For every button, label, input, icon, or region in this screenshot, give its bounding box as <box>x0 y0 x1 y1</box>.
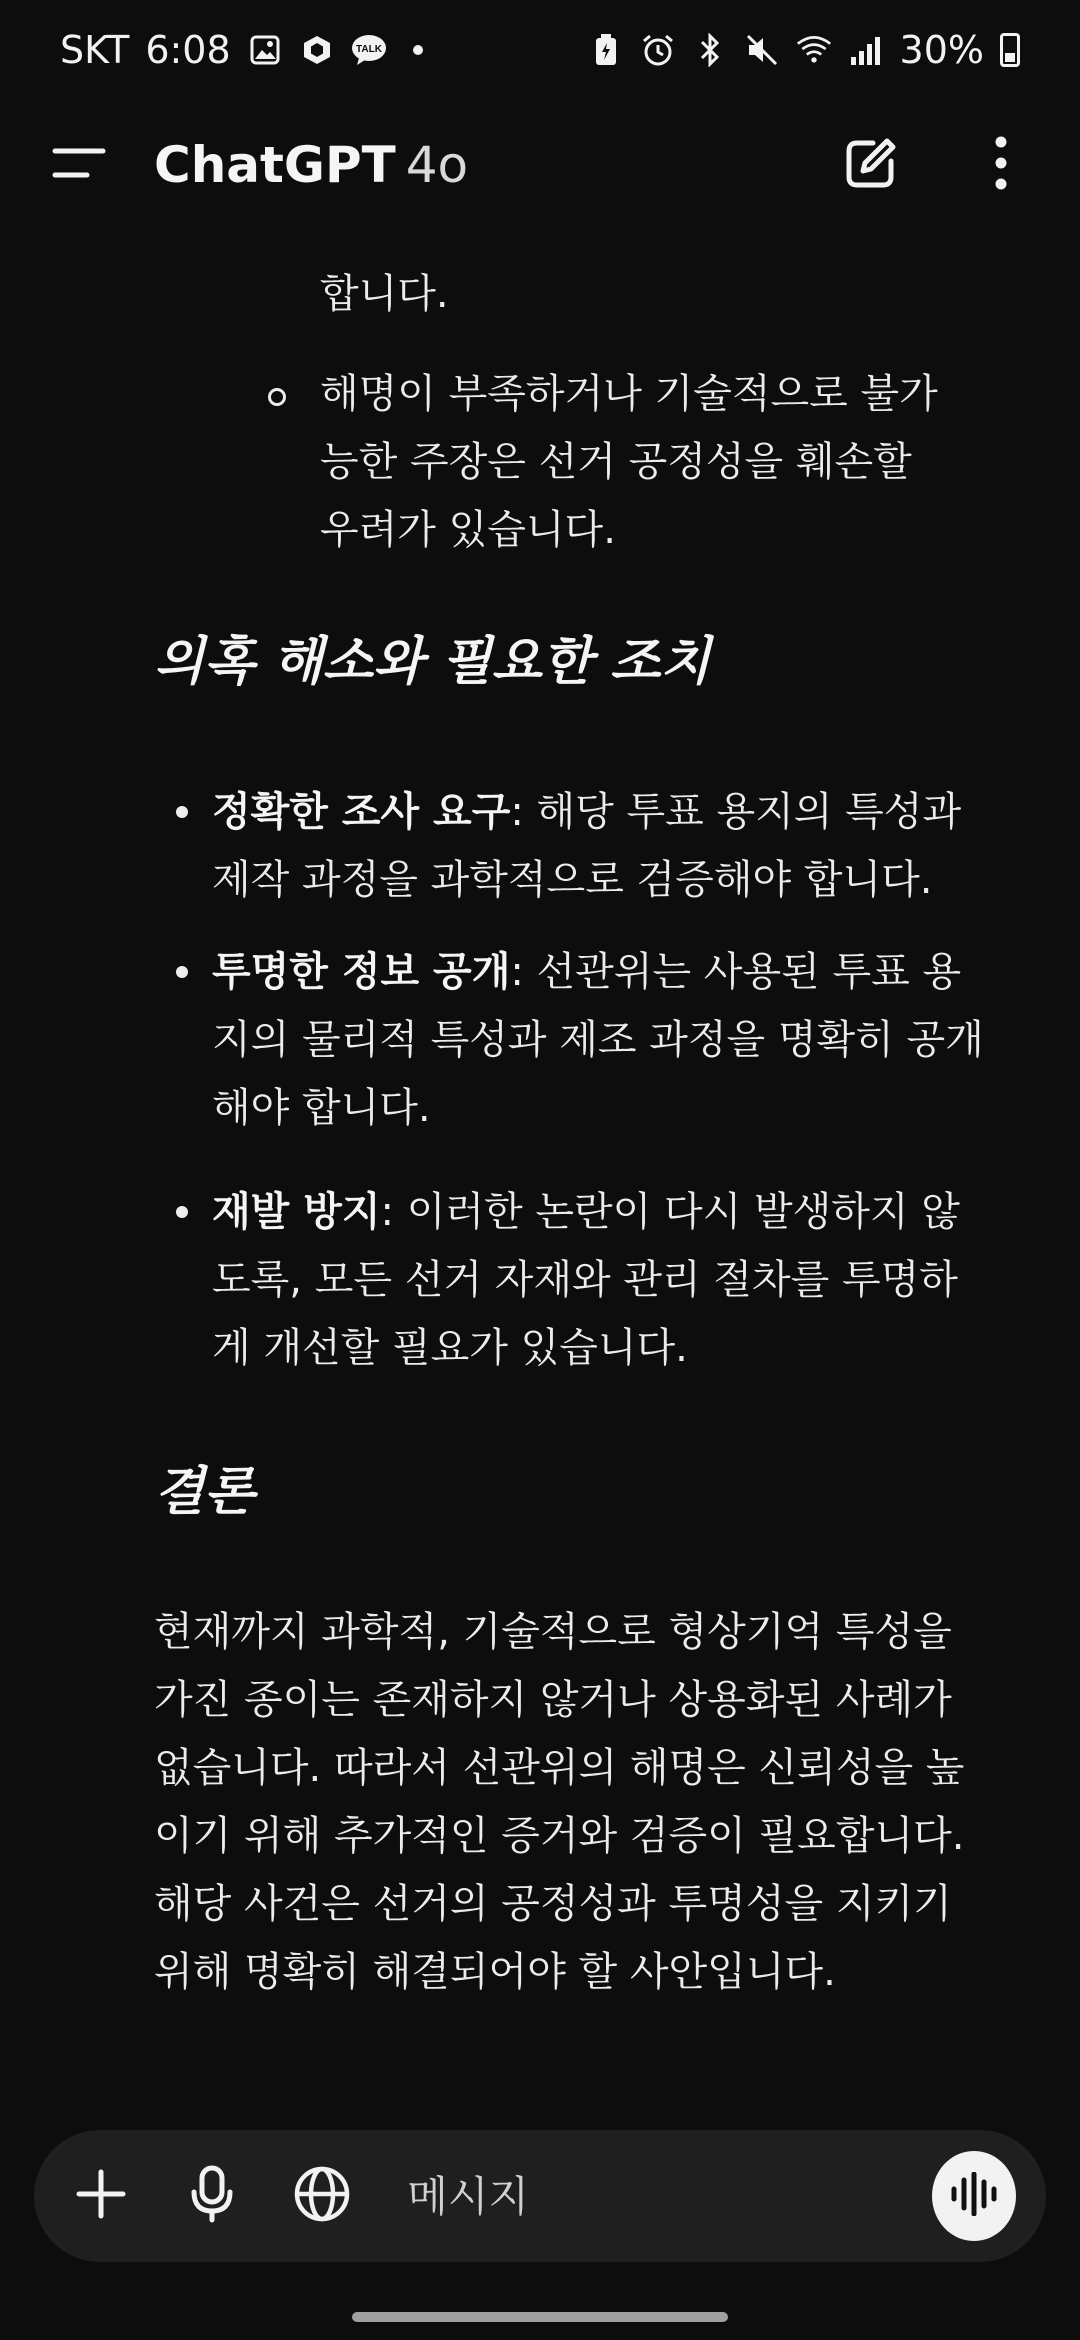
status-bar <box>0 0 1080 100</box>
web-search-button[interactable] <box>285 2156 359 2236</box>
conclusion-heading: 결론 <box>154 1462 255 1522</box>
list-item <box>212 938 992 1142</box>
edit-icon <box>843 135 899 195</box>
sub-list-item: 해명이 부족하거나 기술적으로 불가능한 주장은 선거 공정성을 훼손할 우려가 있습니다. <box>320 371 938 553</box>
conclusion-paragraph: 현재까지 과학적, 기술적으로 형상기억 특성을 가진 종이는 존재하지 않거나 상용화된 사례가 없습니다. 따라서 선관위의 해명은 신뢰성을 높이기 위해 추가적인 증거와 검증이 필요합니다. 해당 사건은 선거의 공정성과 투명성을 지키기 위해 명확히 해결되어야 할 사안입니다. <box>154 1609 965 1995</box>
more-options-button[interactable] <box>966 130 1036 200</box>
list-item <box>212 778 992 914</box>
carrier: SKT <box>60 28 130 72</box>
more-vertical-icon <box>994 135 1008 195</box>
list-item-title: 투명한 정보 공개 <box>212 949 511 995</box>
battery-saver-icon <box>588 32 624 68</box>
list-item-text: : 이러한 논란이 다시 발생하지 않도록, 모든 선거 자재와 관리 절차를 투명하게 개선할 필요가 있습니다. <box>212 1189 960 1371</box>
svg-text:TALK: TALK <box>355 44 382 55</box>
list-item-title: 재발 방지 <box>212 1189 381 1235</box>
sub-item-tail: 합니다. <box>320 271 449 317</box>
app-title[interactable] <box>154 136 468 194</box>
notification-dot-icon <box>413 45 423 55</box>
app-actions <box>836 130 1036 200</box>
bluetooth-icon <box>692 32 728 68</box>
message-input[interactable] <box>405 2171 932 2222</box>
bullet-icon <box>176 966 188 978</box>
menu-button[interactable] <box>44 130 114 200</box>
battery-percent: 30% <box>899 28 984 72</box>
home-indicator[interactable] <box>352 2312 728 2322</box>
dictation-button[interactable] <box>174 2156 248 2236</box>
waveform-icon <box>949 2172 999 2220</box>
status-left <box>60 28 423 72</box>
list-item <box>212 1178 992 1382</box>
list-item-text: : 해당 투표 용지의 특성과 제작 과정을 과학적으로 검증해야 합니다. <box>212 789 962 903</box>
plus-icon <box>75 2168 127 2224</box>
package-icon <box>299 32 335 68</box>
menu-icon <box>51 143 107 187</box>
gallery-icon <box>247 32 283 68</box>
app-name: ChatGPT <box>154 136 396 194</box>
bullet-icon <box>176 806 188 818</box>
alarm-icon <box>640 32 676 68</box>
talk-icon <box>351 32 387 68</box>
mute-icon <box>744 32 780 68</box>
wifi-icon <box>796 32 832 68</box>
list-item-title: 정확한 조사 요구 <box>212 789 511 835</box>
microphone-icon <box>190 2165 234 2227</box>
model-name: 4o <box>405 136 469 194</box>
clock: 6:08 <box>145 28 231 72</box>
sub-bullet-icon <box>268 388 286 406</box>
globe-icon <box>293 2165 351 2227</box>
voice-mode-button[interactable] <box>932 2151 1016 2241</box>
section-heading: 의혹 해소와 필요한 조치 <box>154 632 711 692</box>
signal-icon <box>848 32 884 68</box>
message-composer <box>34 2130 1046 2262</box>
bullet-icon <box>176 1206 188 1218</box>
battery-icon <box>1000 33 1020 67</box>
app-bar <box>0 110 1080 220</box>
new-chat-button[interactable] <box>836 130 906 200</box>
attach-button[interactable] <box>64 2156 138 2236</box>
list-item-text: : 선관위는 사용된 투표 용지의 물리적 특성과 제조 과정을 명확히 공개해야 합니다. <box>212 949 984 1131</box>
status-right <box>588 28 1020 72</box>
